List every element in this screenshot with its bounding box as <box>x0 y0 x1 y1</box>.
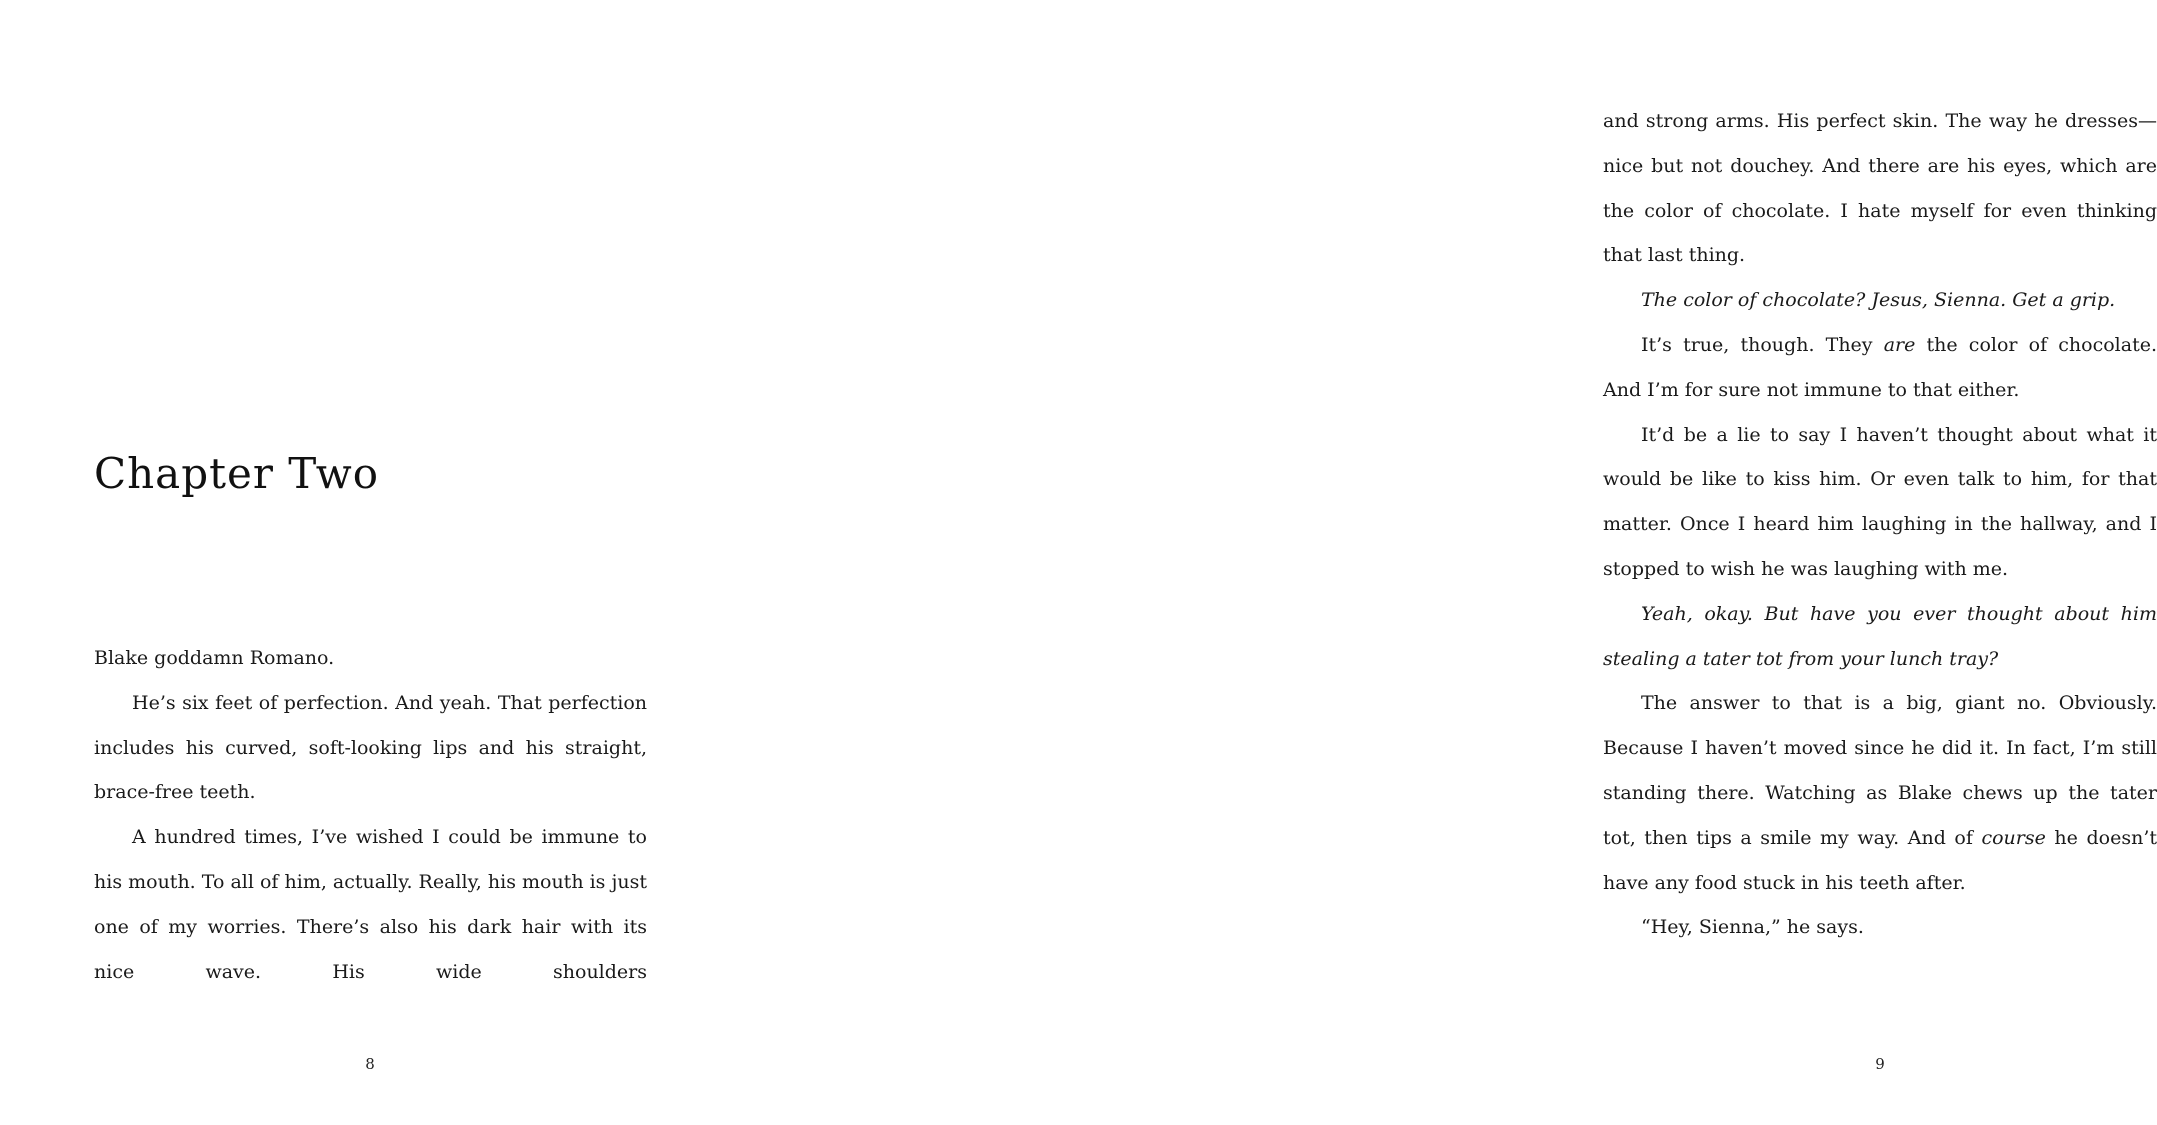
right-page <box>750 0 2157 1125</box>
right-page-body <box>1603 99 2157 950</box>
emphasis: course <box>1981 826 2046 849</box>
paragraph <box>1603 681 2157 905</box>
text-run: he doesn’t have any food stuck in his teeth after. <box>1603 826 2157 894</box>
italic-paragraph: Yeah, okay. But have you ever thought about him stealing a tater tot from your lunch tray? <box>1603 602 2157 670</box>
paragraph: “Hey, Sienna,” he says. <box>1641 916 1864 939</box>
page-number: 9 <box>1875 1055 1885 1073</box>
page-number: 8 <box>365 1055 375 1073</box>
text-run: The answer to that is a big, giant no. Obviously. Because I haven’t moved since he did it. In fact, I’m still standing there. Watching as Blake chews up the tater tot, then tips a smile my way. And of <box>1603 692 2157 849</box>
text-run: the color of chocolate. And I’m for sure not immune to that either. <box>1603 333 2157 401</box>
paragraph: and strong arms. His perfect skin. The way he dresses— nice but not douchey. And there are his eyes, which are the color of chocolate. I hate myself for even thinking that last thing. <box>1603 110 2157 267</box>
left-page-body <box>94 636 647 994</box>
paragraph <box>1603 323 2157 413</box>
emphasis: are <box>1883 333 1916 356</box>
left-page <box>0 0 750 1125</box>
paragraph: A hundred times, I’ve wished I could be immune to his mouth. To all of him, actually. Really, his mouth is just one of my worries. There’s also his dark hair with its nice wave. His wide shoulders <box>94 826 647 983</box>
paragraph: It’d be a lie to say I haven’t thought about what it would be like to kiss him. Or even talk to him, for that matter. Once I heard him laughing in the hallway, and I stopped to wish he was laughing with me. <box>1603 423 2157 580</box>
text-run: It’s true, though. They <box>1641 333 1884 356</box>
italic-paragraph: The color of chocolate? Jesus, Sienna. Get a grip. <box>1641 289 2116 312</box>
paragraph: He’s six feet of perfection. And yeah. That perfection includes his curved, soft-looking lips and his straight, brace-free teeth. <box>94 691 647 804</box>
paragraph: Blake goddamn Romano. <box>94 647 335 669</box>
chapter-title: Chapter Two <box>94 449 380 498</box>
